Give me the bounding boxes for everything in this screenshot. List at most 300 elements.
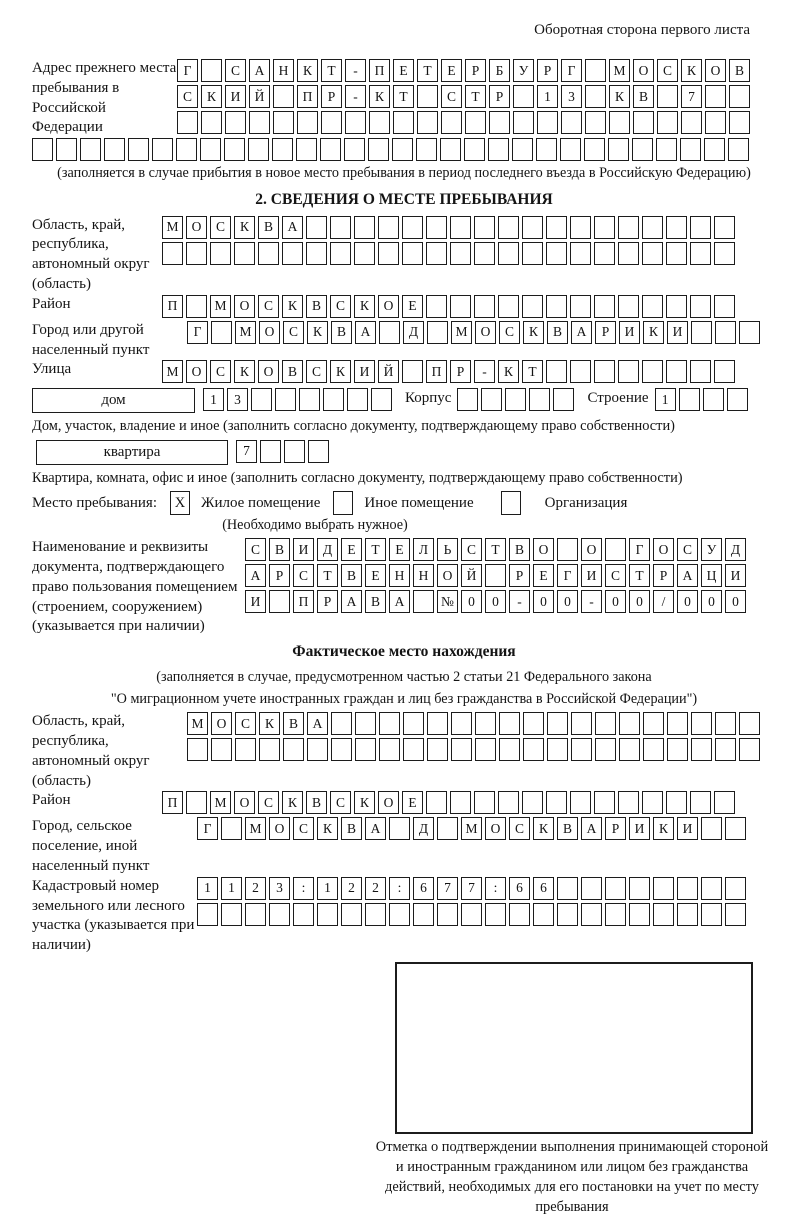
char-cell[interactable]: О <box>259 321 280 344</box>
char-cell[interactable]: Н <box>413 564 434 587</box>
char-cell[interactable] <box>546 216 567 239</box>
char-cell[interactable] <box>498 791 519 814</box>
char-cell[interactable] <box>581 877 602 900</box>
char-cell[interactable] <box>571 738 592 761</box>
char-cell[interactable] <box>618 242 639 265</box>
char-cell[interactable] <box>416 138 437 161</box>
char-cell[interactable]: С <box>509 817 530 840</box>
char-cell[interactable] <box>379 712 400 735</box>
char-cell[interactable]: А <box>249 59 270 82</box>
char-cell[interactable]: 2 <box>341 877 362 900</box>
char-cell[interactable] <box>657 85 678 108</box>
char-cell[interactable]: С <box>210 360 231 383</box>
char-cell[interactable]: 1 <box>221 877 242 900</box>
char-cell[interactable] <box>703 388 724 411</box>
char-cell[interactable] <box>570 242 591 265</box>
char-cell[interactable] <box>308 440 329 463</box>
char-cell[interactable] <box>691 738 712 761</box>
char-cell[interactable] <box>629 903 650 926</box>
char-cell[interactable]: Г <box>557 564 578 587</box>
char-cell[interactable]: С <box>245 538 266 561</box>
char-cell[interactable] <box>259 738 280 761</box>
char-cell[interactable] <box>417 111 438 134</box>
char-cell[interactable] <box>715 738 736 761</box>
char-cell[interactable]: О <box>533 538 554 561</box>
char-cell[interactable] <box>595 712 616 735</box>
char-cell[interactable] <box>465 111 486 134</box>
char-cell[interactable]: К <box>523 321 544 344</box>
char-cell[interactable] <box>201 111 222 134</box>
char-cell[interactable]: А <box>245 564 266 587</box>
char-cell[interactable] <box>547 712 568 735</box>
char-cell[interactable] <box>690 295 711 318</box>
char-cell[interactable]: В <box>341 817 362 840</box>
char-cell[interactable]: К <box>369 85 390 108</box>
char-cell[interactable]: К <box>259 712 280 735</box>
char-cell[interactable] <box>677 903 698 926</box>
char-cell[interactable]: Й <box>378 360 399 383</box>
char-cell[interactable] <box>330 242 351 265</box>
char-cell[interactable] <box>705 111 726 134</box>
char-cell[interactable]: И <box>581 564 602 587</box>
char-cell[interactable] <box>571 712 592 735</box>
char-cell[interactable]: О <box>485 817 506 840</box>
char-cell[interactable] <box>605 903 626 926</box>
char-cell[interactable]: М <box>162 216 183 239</box>
char-cell[interactable] <box>355 738 376 761</box>
char-cell[interactable] <box>426 216 447 239</box>
char-cell[interactable] <box>594 242 615 265</box>
char-cell[interactable] <box>475 712 496 735</box>
char-cell[interactable]: В <box>283 712 304 735</box>
char-cell[interactable] <box>522 216 543 239</box>
char-cell[interactable]: 0 <box>629 590 650 613</box>
char-cell[interactable] <box>701 877 722 900</box>
char-cell[interactable] <box>522 791 543 814</box>
char-cell[interactable] <box>523 712 544 735</box>
char-cell[interactable]: : <box>293 877 314 900</box>
char-cell[interactable]: 0 <box>725 590 746 613</box>
char-cell[interactable]: В <box>269 538 290 561</box>
char-cell[interactable]: 7 <box>437 877 458 900</box>
char-cell[interactable]: 1 <box>317 877 338 900</box>
char-cell[interactable] <box>619 738 640 761</box>
char-cell[interactable] <box>714 360 735 383</box>
char-cell[interactable] <box>512 138 533 161</box>
char-cell[interactable] <box>595 738 616 761</box>
char-cell[interactable]: С <box>441 85 462 108</box>
char-cell[interactable]: О <box>633 59 654 82</box>
char-cell[interactable] <box>331 738 352 761</box>
char-cell[interactable] <box>451 712 472 735</box>
char-cell[interactable]: О <box>211 712 232 735</box>
char-cell[interactable]: П <box>162 791 183 814</box>
char-cell[interactable]: 3 <box>561 85 582 108</box>
char-cell[interactable]: С <box>258 791 279 814</box>
char-cell[interactable]: С <box>605 564 626 587</box>
char-cell[interactable] <box>245 903 266 926</box>
char-cell[interactable] <box>402 242 423 265</box>
char-cell[interactable]: А <box>677 564 698 587</box>
char-cell[interactable]: В <box>365 590 386 613</box>
char-cell[interactable]: О <box>186 216 207 239</box>
char-cell[interactable]: Й <box>249 85 270 108</box>
char-cell[interactable]: 1 <box>197 877 218 900</box>
char-cell[interactable] <box>331 712 352 735</box>
char-cell[interactable] <box>201 59 222 82</box>
char-cell[interactable] <box>402 216 423 239</box>
checkbox-organization[interactable] <box>501 491 521 515</box>
char-cell[interactable] <box>389 903 410 926</box>
char-cell[interactable] <box>608 138 629 161</box>
char-cell[interactable] <box>426 295 447 318</box>
char-cell[interactable] <box>402 360 423 383</box>
char-cell[interactable] <box>354 216 375 239</box>
char-cell[interactable] <box>368 138 389 161</box>
char-cell[interactable]: О <box>234 295 255 318</box>
char-cell[interactable] <box>427 321 448 344</box>
char-cell[interactable]: С <box>461 538 482 561</box>
char-cell[interactable] <box>224 138 245 161</box>
char-cell[interactable] <box>533 903 554 926</box>
char-cell[interactable]: Р <box>269 564 290 587</box>
char-cell[interactable] <box>677 877 698 900</box>
char-cell[interactable] <box>546 791 567 814</box>
char-cell[interactable]: А <box>282 216 303 239</box>
char-cell[interactable] <box>546 242 567 265</box>
char-cell[interactable] <box>666 216 687 239</box>
char-cell[interactable] <box>272 138 293 161</box>
char-cell[interactable] <box>275 388 296 411</box>
char-cell[interactable] <box>441 111 462 134</box>
char-cell[interactable] <box>739 712 760 735</box>
char-cell[interactable] <box>729 111 750 134</box>
char-cell[interactable]: А <box>389 590 410 613</box>
char-cell[interactable] <box>642 360 663 383</box>
char-cell[interactable] <box>499 738 520 761</box>
char-cell[interactable]: С <box>235 712 256 735</box>
char-cell[interactable]: Ц <box>701 564 722 587</box>
char-cell[interactable]: : <box>485 877 506 900</box>
char-cell[interactable] <box>667 738 688 761</box>
char-cell[interactable] <box>529 388 550 411</box>
char-cell[interactable] <box>248 138 269 161</box>
char-cell[interactable] <box>585 59 606 82</box>
checkbox-residential[interactable]: X <box>170 491 190 515</box>
char-cell[interactable] <box>437 817 458 840</box>
char-cell[interactable] <box>618 295 639 318</box>
char-cell[interactable]: О <box>653 538 674 561</box>
char-cell[interactable] <box>715 712 736 735</box>
char-cell[interactable]: Д <box>725 538 746 561</box>
char-cell[interactable]: М <box>210 791 231 814</box>
char-cell[interactable]: Е <box>441 59 462 82</box>
char-cell[interactable]: С <box>210 216 231 239</box>
char-cell[interactable] <box>653 877 674 900</box>
char-cell[interactable]: А <box>307 712 328 735</box>
char-cell[interactable]: И <box>677 817 698 840</box>
char-cell[interactable] <box>643 712 664 735</box>
char-cell[interactable] <box>656 138 677 161</box>
char-cell[interactable]: Д <box>317 538 338 561</box>
char-cell[interactable] <box>690 242 711 265</box>
char-cell[interactable]: 1 <box>203 388 224 411</box>
char-cell[interactable] <box>553 388 574 411</box>
char-cell[interactable]: К <box>307 321 328 344</box>
char-cell[interactable]: М <box>162 360 183 383</box>
char-cell[interactable]: 0 <box>701 590 722 613</box>
char-cell[interactable]: 2 <box>245 877 266 900</box>
char-cell[interactable] <box>704 138 725 161</box>
char-cell[interactable]: И <box>629 817 650 840</box>
char-cell[interactable] <box>104 138 125 161</box>
char-cell[interactable] <box>485 564 506 587</box>
char-cell[interactable]: К <box>297 59 318 82</box>
char-cell[interactable] <box>451 738 472 761</box>
char-cell[interactable] <box>714 216 735 239</box>
char-cell[interactable]: : <box>389 877 410 900</box>
char-cell[interactable] <box>679 388 700 411</box>
char-cell[interactable] <box>546 360 567 383</box>
char-cell[interactable]: 7 <box>681 85 702 108</box>
char-cell[interactable] <box>427 712 448 735</box>
char-cell[interactable] <box>690 791 711 814</box>
char-cell[interactable] <box>450 242 471 265</box>
char-cell[interactable] <box>522 295 543 318</box>
char-cell[interactable]: К <box>330 360 351 383</box>
char-cell[interactable]: Т <box>522 360 543 383</box>
char-cell[interactable]: А <box>365 817 386 840</box>
char-cell[interactable] <box>317 903 338 926</box>
char-cell[interactable] <box>666 360 687 383</box>
char-cell[interactable] <box>537 111 558 134</box>
char-cell[interactable] <box>234 242 255 265</box>
char-cell[interactable]: Е <box>341 538 362 561</box>
char-cell[interactable] <box>186 242 207 265</box>
char-cell[interactable] <box>701 903 722 926</box>
char-cell[interactable] <box>393 111 414 134</box>
char-cell[interactable] <box>653 903 674 926</box>
char-cell[interactable] <box>211 321 232 344</box>
char-cell[interactable]: Т <box>465 85 486 108</box>
char-cell[interactable] <box>657 111 678 134</box>
char-cell[interactable] <box>557 538 578 561</box>
char-cell[interactable]: К <box>681 59 702 82</box>
char-cell[interactable]: К <box>533 817 554 840</box>
char-cell[interactable] <box>609 111 630 134</box>
char-cell[interactable]: Н <box>273 59 294 82</box>
char-cell[interactable] <box>570 216 591 239</box>
char-cell[interactable] <box>221 903 242 926</box>
char-cell[interactable] <box>618 360 639 383</box>
char-cell[interactable]: В <box>306 791 327 814</box>
char-cell[interactable]: В <box>341 564 362 587</box>
char-cell[interactable] <box>251 388 272 411</box>
char-cell[interactable] <box>739 321 760 344</box>
char-cell[interactable]: К <box>609 85 630 108</box>
char-cell[interactable] <box>235 738 256 761</box>
char-cell[interactable] <box>475 738 496 761</box>
char-cell[interactable] <box>498 295 519 318</box>
char-cell[interactable]: П <box>297 85 318 108</box>
char-cell[interactable] <box>691 712 712 735</box>
char-cell[interactable]: 0 <box>605 590 626 613</box>
char-cell[interactable] <box>513 111 534 134</box>
char-cell[interactable] <box>642 216 663 239</box>
char-cell[interactable]: Т <box>317 564 338 587</box>
char-cell[interactable] <box>560 138 581 161</box>
char-cell[interactable]: Р <box>465 59 486 82</box>
char-cell[interactable] <box>461 903 482 926</box>
char-cell[interactable] <box>80 138 101 161</box>
char-cell[interactable] <box>680 138 701 161</box>
char-cell[interactable] <box>306 242 327 265</box>
char-cell[interactable]: 0 <box>557 590 578 613</box>
char-cell[interactable]: С <box>225 59 246 82</box>
char-cell[interactable]: О <box>378 295 399 318</box>
char-cell[interactable] <box>489 111 510 134</box>
char-cell[interactable]: С <box>330 295 351 318</box>
char-cell[interactable]: Б <box>489 59 510 82</box>
char-cell[interactable]: М <box>609 59 630 82</box>
char-cell[interactable] <box>667 712 688 735</box>
char-cell[interactable]: М <box>461 817 482 840</box>
char-cell[interactable]: С <box>293 564 314 587</box>
char-cell[interactable] <box>536 138 557 161</box>
char-cell[interactable]: О <box>705 59 726 82</box>
char-cell[interactable]: - <box>581 590 602 613</box>
char-cell[interactable]: И <box>667 321 688 344</box>
char-cell[interactable] <box>570 791 591 814</box>
char-cell[interactable]: Е <box>365 564 386 587</box>
char-cell[interactable] <box>128 138 149 161</box>
char-cell[interactable] <box>177 111 198 134</box>
char-cell[interactable] <box>642 791 663 814</box>
char-cell[interactable] <box>561 111 582 134</box>
char-cell[interactable] <box>379 738 400 761</box>
char-cell[interactable] <box>152 138 173 161</box>
char-cell[interactable] <box>56 138 77 161</box>
char-cell[interactable] <box>585 111 606 134</box>
checkbox-other-premises[interactable] <box>333 491 353 515</box>
char-cell[interactable] <box>509 903 530 926</box>
char-cell[interactable] <box>354 242 375 265</box>
char-cell[interactable]: 6 <box>509 877 530 900</box>
char-cell[interactable] <box>488 138 509 161</box>
char-cell[interactable]: 0 <box>533 590 554 613</box>
char-cell[interactable]: Г <box>187 321 208 344</box>
char-cell[interactable] <box>594 791 615 814</box>
char-cell[interactable] <box>210 242 231 265</box>
char-cell[interactable] <box>176 138 197 161</box>
char-cell[interactable]: Г <box>561 59 582 82</box>
char-cell[interactable] <box>585 85 606 108</box>
char-cell[interactable] <box>705 85 726 108</box>
char-cell[interactable] <box>197 903 218 926</box>
char-cell[interactable] <box>200 138 221 161</box>
char-cell[interactable]: 0 <box>461 590 482 613</box>
char-cell[interactable]: М <box>451 321 472 344</box>
char-cell[interactable] <box>474 242 495 265</box>
char-cell[interactable] <box>633 111 654 134</box>
char-cell[interactable]: - <box>345 85 366 108</box>
char-cell[interactable] <box>299 388 320 411</box>
char-cell[interactable]: И <box>725 564 746 587</box>
char-cell[interactable]: К <box>234 216 255 239</box>
char-cell[interactable]: В <box>557 817 578 840</box>
char-cell[interactable]: Р <box>321 85 342 108</box>
char-cell[interactable] <box>269 590 290 613</box>
char-cell[interactable] <box>725 817 746 840</box>
char-cell[interactable] <box>413 903 434 926</box>
char-cell[interactable]: 6 <box>533 877 554 900</box>
char-cell[interactable]: В <box>282 360 303 383</box>
char-cell[interactable] <box>323 388 344 411</box>
char-cell[interactable] <box>187 738 208 761</box>
char-cell[interactable]: 1 <box>655 388 676 411</box>
char-cell[interactable]: № <box>437 590 458 613</box>
char-cell[interactable] <box>389 817 410 840</box>
char-cell[interactable] <box>186 295 207 318</box>
char-cell[interactable]: Н <box>389 564 410 587</box>
char-cell[interactable]: Р <box>537 59 558 82</box>
char-cell[interactable] <box>498 216 519 239</box>
char-cell[interactable]: В <box>509 538 530 561</box>
char-cell[interactable]: В <box>258 216 279 239</box>
char-cell[interactable] <box>344 138 365 161</box>
char-cell[interactable]: О <box>437 564 458 587</box>
char-cell[interactable] <box>273 85 294 108</box>
char-cell[interactable] <box>739 738 760 761</box>
char-cell[interactable] <box>457 388 478 411</box>
char-cell[interactable]: М <box>245 817 266 840</box>
char-cell[interactable] <box>282 242 303 265</box>
char-cell[interactable] <box>330 216 351 239</box>
char-cell[interactable] <box>505 388 526 411</box>
char-cell[interactable]: Т <box>417 59 438 82</box>
char-cell[interactable]: П <box>369 59 390 82</box>
char-cell[interactable]: В <box>729 59 750 82</box>
char-cell[interactable] <box>594 360 615 383</box>
char-cell[interactable]: И <box>245 590 266 613</box>
char-cell[interactable]: М <box>187 712 208 735</box>
char-cell[interactable]: И <box>225 85 246 108</box>
char-cell[interactable] <box>284 440 305 463</box>
char-cell[interactable] <box>557 877 578 900</box>
char-cell[interactable]: - <box>345 59 366 82</box>
char-cell[interactable]: К <box>282 791 303 814</box>
char-cell[interactable]: Д <box>413 817 434 840</box>
char-cell[interactable] <box>570 295 591 318</box>
char-cell[interactable] <box>260 440 281 463</box>
char-cell[interactable]: С <box>177 85 198 108</box>
char-cell[interactable]: Т <box>629 564 650 587</box>
char-cell[interactable]: Ь <box>437 538 458 561</box>
char-cell[interactable]: С <box>306 360 327 383</box>
char-cell[interactable] <box>727 388 748 411</box>
char-cell[interactable] <box>297 111 318 134</box>
char-cell[interactable]: В <box>306 295 327 318</box>
char-cell[interactable] <box>618 216 639 239</box>
char-cell[interactable] <box>481 388 502 411</box>
char-cell[interactable]: Р <box>450 360 471 383</box>
char-cell[interactable] <box>273 111 294 134</box>
char-cell[interactable] <box>450 216 471 239</box>
char-cell[interactable]: 3 <box>269 877 290 900</box>
char-cell[interactable]: О <box>234 791 255 814</box>
char-cell[interactable]: П <box>293 590 314 613</box>
char-cell[interactable]: Р <box>489 85 510 108</box>
